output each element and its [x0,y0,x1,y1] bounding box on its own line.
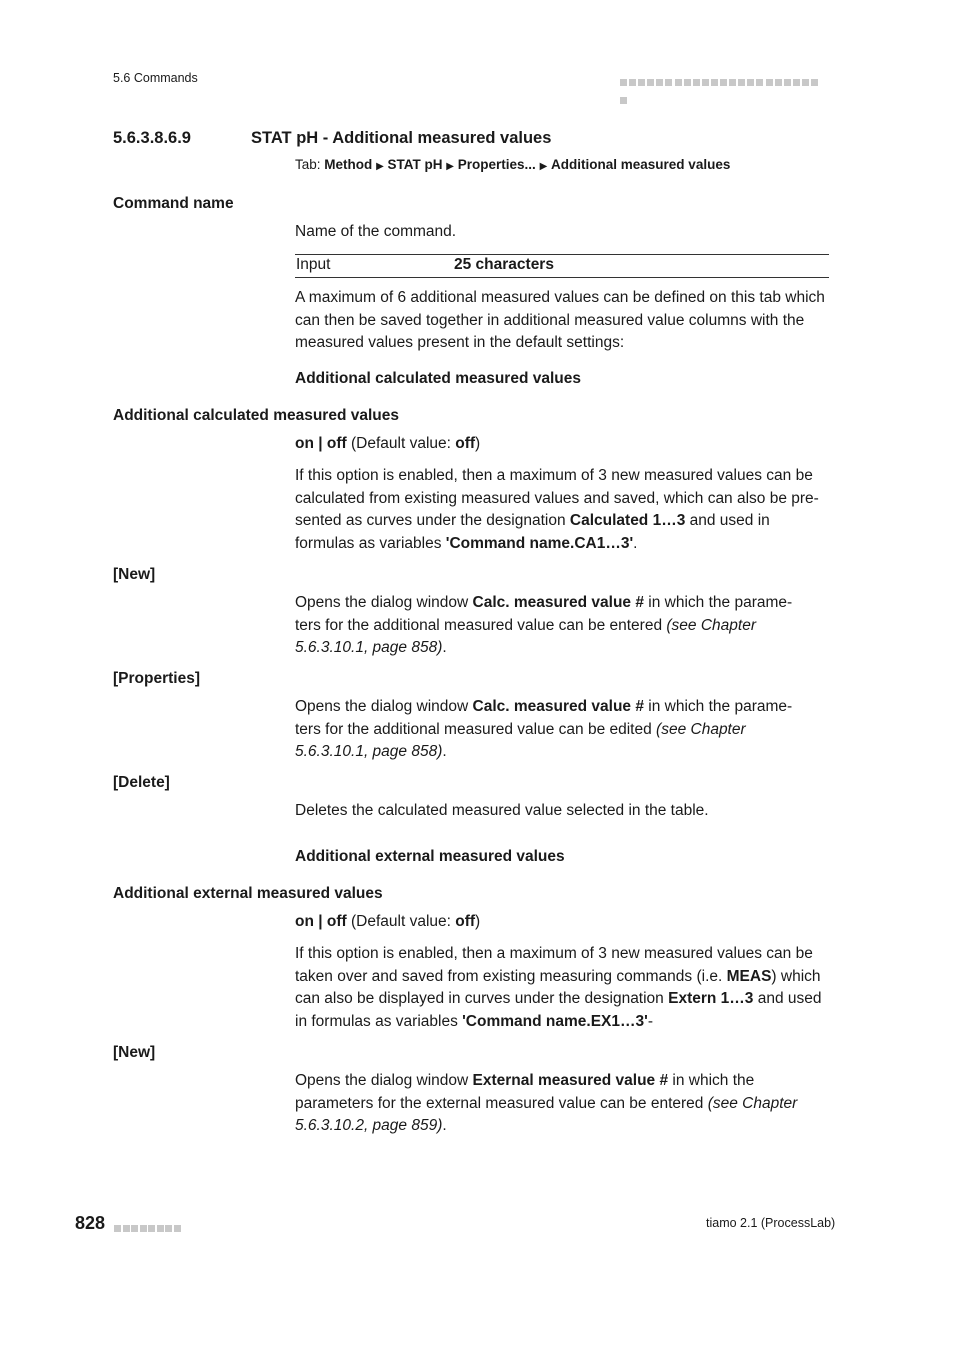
properties-description: Opens the dialog window Calc. measured value # in which the parame- ters for the additional measured value can be edited (see Chapter 5.6.3.10.1, page 858). [295,698,793,760]
tab-path-item: Additional measured values [551,157,731,172]
new-external-button-label: [New] [113,1044,156,1061]
table-top-rule [295,254,829,255]
tab-path-item: STAT pH [387,157,443,172]
section-title: STAT pH - Additional measured values [251,129,552,147]
new-button-label: [New] [113,566,156,583]
running-header: 5.6 Commands [113,71,198,85]
page-number: 828 [75,1213,106,1233]
footer-decoration [114,1219,182,1237]
tab-path-prefix: Tab: [295,157,321,172]
input-cell-value: 25 characters [454,256,554,273]
ext-label: Additional external measured values [113,885,383,902]
input-cell-label: Input [296,256,331,273]
arrow-right-icon: ▶ [539,161,548,172]
section-number: 5.6.3.8.6.9 [113,129,191,147]
ext-subheading: Additional external measured values [295,848,565,865]
ext-options: on | off (Default value: off) [295,913,481,930]
product-name: tiamo 2.1 (ProcessLab) [706,1216,836,1230]
header-decoration [620,73,829,82]
calc-label: Additional calculated measured values [113,407,399,424]
command-name-note: A maximum of 6 additional measured values can be defined on this tab which can then be saved together in additional measured value columns with the measured values present in the default settings: [295,289,825,351]
calc-description: If this option is enabled, then a maximum of 3 new measured values can be calculated from existing measured values and saved, which can also be pre- sented as curves under the designation Calculated 1…3 and used in formulas as variables 'Command name.CA1…3'. [295,467,819,552]
calc-options: on | off (Default value: off) [295,435,481,452]
tab-path [295,157,730,172]
arrow-right-icon: ▶ [446,161,454,172]
calc-subheading: Additional calculated measured values [295,370,581,387]
ext-description: If this option is enabled, then a maximum of 3 new measured values can be taken over and saved from existing measuring commands (i.e. MEAS) which can also be displayed in curves under the designation Extern 1…3 and used in formulas as variables 'Command name.EX1…3'- [295,945,822,1030]
command-name-label: Command name [113,195,234,212]
new-description: Opens the dialog window Calc. measured value # in which the parame- ters for the additional measured value can be entered (see Chapter 5.6.3.10.1, page 858). [295,594,793,656]
new-external-description: Opens the dialog window External measured value # in which the parameters for the external measured value can be entered (see Chapter 5.6.3.10.2, page 859). [295,1072,798,1134]
properties-button-label: [Properties] [113,670,200,687]
arrow-right-icon: ▶ [376,161,384,172]
delete-description: Deletes the calculated measured value selected in the table. [295,802,709,819]
delete-button-label: [Delete] [113,774,170,791]
tab-path-item: Properties... [457,157,536,172]
table-bottom-rule [295,277,829,278]
tab-path-item: Method [324,157,373,172]
command-name-description: Name of the command. [295,223,457,240]
